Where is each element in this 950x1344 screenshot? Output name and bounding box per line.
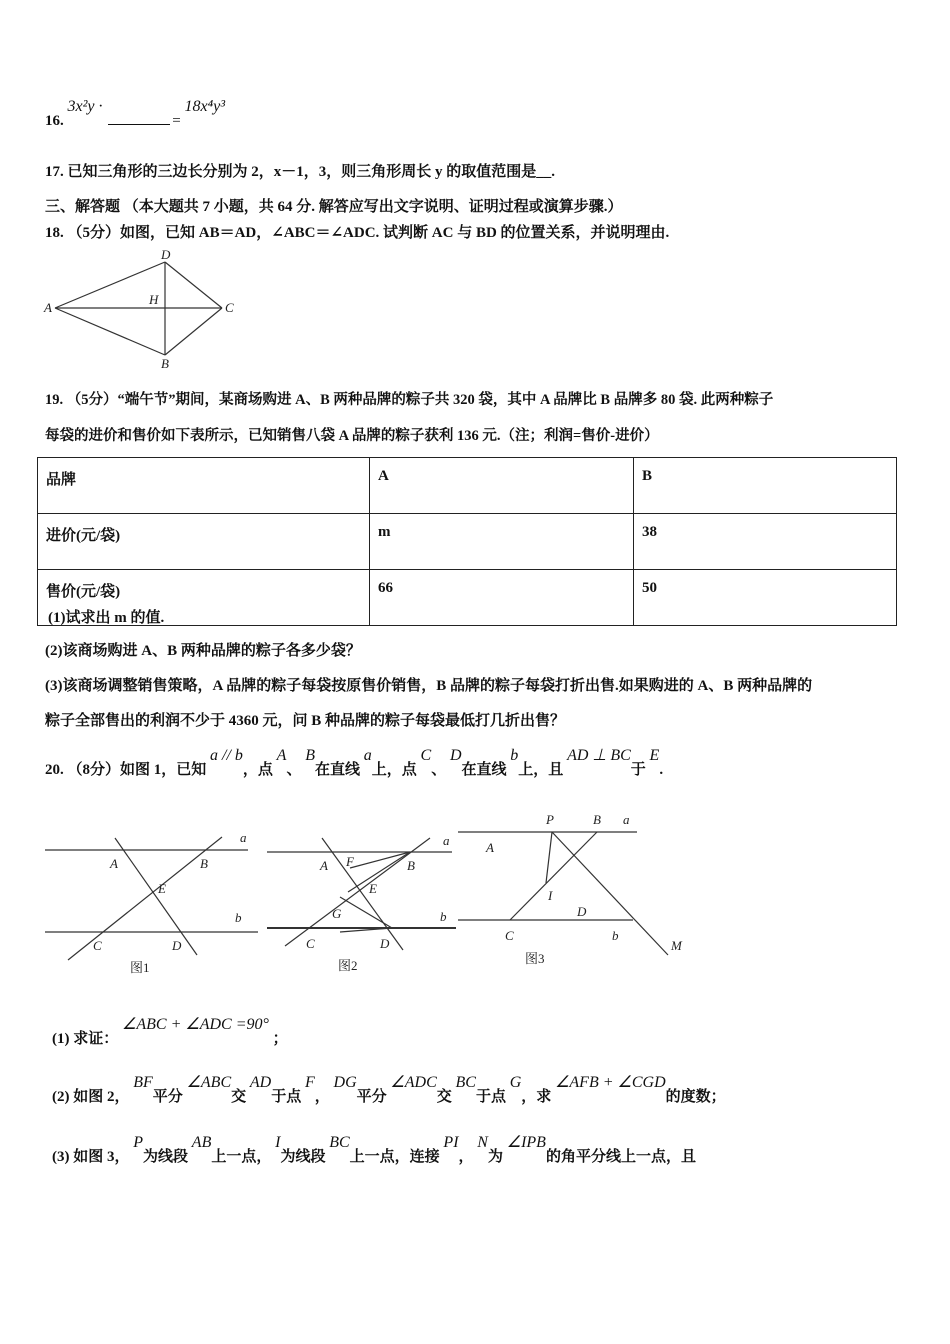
- math-expression: 3x²y ·: [67, 98, 103, 115]
- equals-sign: =: [172, 113, 181, 129]
- geometry-line: [285, 838, 430, 946]
- math: a: [363, 747, 372, 764]
- text: 为线段: [143, 1149, 189, 1165]
- table-header: A: [370, 458, 634, 514]
- point-label: a: [240, 830, 247, 845]
- q19-sub1: (1)试求出 m 的值.: [48, 610, 165, 626]
- point-label: H: [149, 292, 159, 307]
- geometry-line: [546, 832, 552, 883]
- point-label: E: [369, 881, 377, 896]
- table-cell: 38: [634, 514, 897, 570]
- text: 交: [231, 1089, 247, 1105]
- question-19-line1: 19. （5分）“端午节”期间，某商场购进 A、B 两种品牌的粽子共 320 袋，其中 A 品牌比 B 品牌多 80 袋. 此两种粽子: [45, 392, 774, 408]
- figure-caption: 图3: [525, 951, 545, 966]
- text: ；: [272, 1031, 288, 1047]
- point-label: D: [172, 938, 182, 953]
- math: AD: [249, 1074, 272, 1091]
- text: 交: [436, 1089, 452, 1105]
- text: 上一点，: [211, 1149, 272, 1165]
- point-label: A: [110, 856, 118, 871]
- math: BC: [455, 1074, 476, 1091]
- table-cell: 售价(元/袋): [38, 570, 370, 626]
- text: 的度数；: [665, 1089, 726, 1105]
- text: 、: [286, 762, 302, 778]
- math: AD ⊥ BC: [567, 747, 631, 764]
- q19-sub2: (2)该商场购进 A、B 两种品牌的粽子各多少袋？: [45, 643, 361, 659]
- point-label: G: [332, 906, 342, 921]
- math: ∠ABC: [186, 1074, 232, 1091]
- point-label: A: [486, 840, 494, 855]
- math: G: [509, 1074, 522, 1091]
- math: E: [649, 747, 660, 764]
- point-label: b: [235, 910, 242, 925]
- math: C: [420, 747, 432, 764]
- math: ∠ABC + ∠ADC =90°: [122, 1016, 269, 1033]
- math: B: [305, 747, 315, 764]
- q19-sub3b: 粽子全部售出的利润不少于 4360 元，问 B 种品牌的粽子每袋最低打几折出售？: [45, 713, 566, 729]
- question-18: 18. （5分）如图，已知 AB＝AD，∠ABC＝∠ADC. 试判断 AC 与 BD 的位置关系，并说明理由.: [45, 225, 670, 241]
- point-label: D: [577, 904, 587, 919]
- math: a // b: [210, 747, 243, 764]
- point-label: D: [161, 247, 171, 262]
- point-label: E: [158, 881, 166, 896]
- point-label: M: [671, 938, 682, 953]
- question-17: 17. 已知三角形的三边长分别为 2，x－1，3，则三角形周长 y 的取值范围是__.: [45, 164, 556, 180]
- text: 在直线: [461, 762, 507, 778]
- math: b: [510, 747, 519, 764]
- geometry-line: [115, 838, 197, 955]
- text: ，: [314, 1089, 330, 1105]
- text: (1) 求证：: [52, 1031, 119, 1047]
- table-cell: 50: [634, 570, 897, 626]
- math: N: [477, 1134, 488, 1151]
- point-label: A: [320, 858, 328, 873]
- q19-sub3a: (3)该商场调整销售策略，A 品牌的粽子每袋按原售价销售，B 品牌的粽子每袋打折出售.如果购进的 A、B 两种品牌的: [45, 678, 813, 694]
- math: BF: [133, 1074, 153, 1091]
- point-label: a: [623, 812, 630, 827]
- point-label: F: [346, 854, 354, 869]
- text: 上，点: [371, 762, 417, 778]
- point-label: a: [443, 833, 450, 848]
- math: AB: [191, 1134, 212, 1151]
- geometry-line: [348, 852, 410, 892]
- text: 平分: [152, 1089, 183, 1105]
- math: A: [276, 747, 287, 764]
- point-label: P: [546, 812, 554, 827]
- point-label: A: [44, 300, 52, 315]
- math: I: [275, 1134, 281, 1151]
- point-label: C: [306, 936, 315, 951]
- point-label: B: [161, 356, 169, 371]
- math: ∠AFB + ∠CGD: [555, 1074, 666, 1091]
- text: 上一点，连接: [349, 1149, 440, 1165]
- math-expression: 18x⁴y³: [184, 98, 226, 115]
- math: ∠IPB: [506, 1134, 546, 1151]
- figure-caption: 图2: [338, 958, 358, 973]
- text: (2) 如图 2，: [52, 1089, 130, 1105]
- table-header: B: [634, 458, 897, 514]
- math: P: [133, 1134, 144, 1151]
- q20-sub3: [52, 1134, 696, 1166]
- q20-sub2: [52, 1074, 726, 1106]
- point-label: D: [380, 936, 390, 951]
- math: BC: [329, 1134, 350, 1151]
- section-heading: 三、解答题 （本大题共 7 小题，共 64 分. 解答应写出文字说明、证明过程或演算步骤.）: [45, 199, 623, 215]
- text: ，点: [242, 762, 273, 778]
- q20-sub1: [52, 1016, 288, 1048]
- text: 20. （8分）如图 1，已知: [45, 762, 207, 778]
- text: 平分: [356, 1089, 387, 1105]
- geometry-line: [552, 832, 668, 955]
- question-19-line2: 每袋的进价和售价如下表所示，已知销售八袋 A 品牌的粽子获利 136 元.（注；利润=售价-进价）: [45, 428, 659, 444]
- point-label: B: [407, 858, 415, 873]
- text: 、: [431, 762, 447, 778]
- text: 于点: [271, 1089, 302, 1105]
- table-cell: m: [370, 514, 634, 570]
- table-cell: 66: [370, 570, 634, 626]
- figure-caption: 图1: [130, 960, 150, 975]
- geometry-line: [322, 838, 403, 950]
- table-cell: 进价(元/袋): [38, 514, 370, 570]
- figure-3: [458, 812, 683, 966]
- point-label: b: [612, 928, 619, 943]
- math: ∠ADC: [390, 1074, 437, 1091]
- point-label: B: [593, 812, 601, 827]
- text: 为线段: [280, 1149, 326, 1165]
- point-label: I: [548, 888, 553, 903]
- point-label: B: [200, 856, 208, 871]
- text: (3) 如图 3，: [52, 1149, 130, 1165]
- table-header: 品牌: [38, 458, 370, 514]
- math: F: [304, 1074, 315, 1091]
- point-label: C: [505, 928, 514, 943]
- figure-2: [267, 833, 456, 973]
- figure-1: [45, 830, 258, 975]
- text: 在直线: [315, 762, 361, 778]
- text: 于: [630, 762, 646, 778]
- text: 的角平分线上一点，且: [545, 1149, 696, 1165]
- text: ，求: [521, 1089, 552, 1105]
- text: 为: [487, 1149, 503, 1165]
- text: .: [659, 762, 664, 778]
- text: 于点: [475, 1089, 506, 1105]
- math: PI: [443, 1134, 459, 1151]
- question-number: 16.: [45, 113, 64, 129]
- math: D: [449, 747, 462, 764]
- text: 上，且: [518, 762, 564, 778]
- geometry-line: [340, 897, 392, 928]
- math: DG: [333, 1074, 357, 1091]
- text: ，: [458, 1149, 474, 1165]
- point-label: C: [225, 300, 234, 315]
- point-label: b: [440, 909, 447, 924]
- geometry-line: [68, 837, 222, 960]
- point-label: C: [93, 938, 102, 953]
